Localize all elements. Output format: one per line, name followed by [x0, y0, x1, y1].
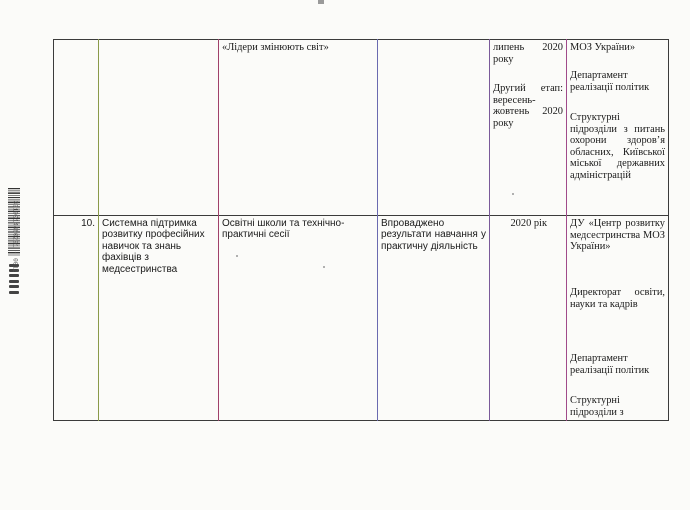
column-divider-2 [218, 39, 219, 421]
table-left-border [53, 39, 54, 421]
row-separator [53, 215, 668, 216]
prev-row-term-2: Другий етап: вересень-жовтень 2020 року [493, 83, 563, 129]
prev-row-responsible-1: МОЗ України» [570, 42, 636, 53]
table-right-border [668, 39, 669, 421]
column-divider-4 [489, 39, 490, 421]
row-term: 2020 рік [510, 218, 547, 229]
row-task: Системна підтримка розвитку професійних навичок та знань фахівців з медсестринства [102, 218, 205, 275]
prev-row-activity: «Лідери змінюють світ» [222, 42, 329, 53]
scan-speck [323, 266, 325, 268]
column-divider-1 [98, 39, 99, 421]
row-responsible-2: Директорат освіти, науки та кадрів [570, 287, 665, 310]
scan-speck [236, 255, 238, 257]
prev-row-responsible-3: Структурні підрозділи з питань охорони здоров’я обласних, Київської міської державних адміністрацій [570, 112, 665, 181]
barcode-number: 3010014460201 - 0012 [11, 200, 19, 273]
row-responsible-4: Структурні підрозділи з [570, 395, 624, 418]
column-divider-5 [566, 39, 567, 421]
table-bottom-border [53, 420, 668, 421]
scan-speck [512, 193, 514, 195]
page-edge-mark [318, 0, 324, 4]
row-responsible-3: Департамент реалізації політик [570, 353, 650, 376]
row-result: Впроваджено результати навчання у практичну діяльність [381, 218, 486, 252]
table-top-border [53, 39, 668, 40]
prev-row-term-1: липень 2020 року [493, 42, 563, 65]
prev-row-responsible-2: Департамент реалізації політик [570, 70, 650, 93]
row-responsible-1: ДУ «Центр розвитку медсестринства МОЗ України» [570, 218, 665, 253]
row-number: 10. [81, 218, 95, 229]
column-divider-3 [377, 39, 378, 421]
row-activity: Освітні школи та технічно-практичні сесії [222, 218, 345, 241]
